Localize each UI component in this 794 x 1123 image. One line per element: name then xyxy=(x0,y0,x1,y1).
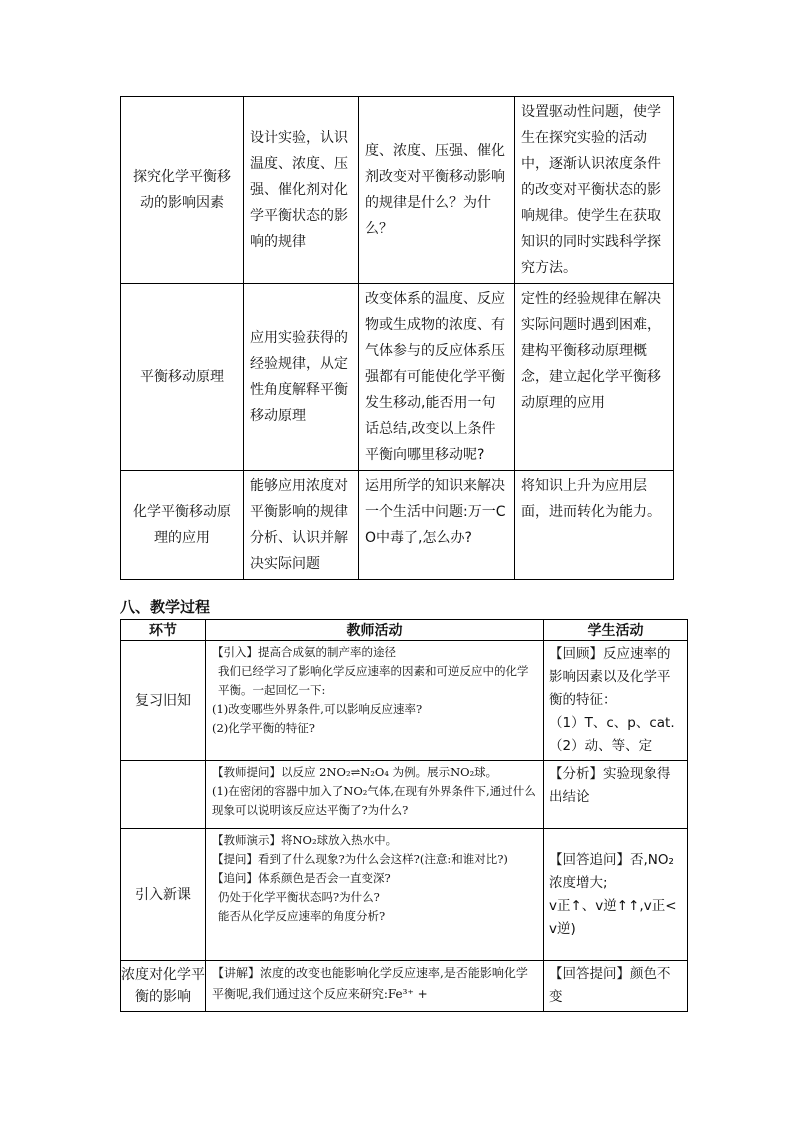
teacher-activity xyxy=(206,829,544,961)
cell-goal: 应用实验获得的经验规律，从定性角度解释平衡移动原理 xyxy=(244,284,359,471)
cell-goal: 设计实验，认识温度、浓度、压强、催化剂对化学平衡状态的影响的规律 xyxy=(244,97,359,284)
text-line: 【引入】提高合成氨的制产率的途径 xyxy=(212,645,396,659)
student-activity: 【回答提问】颜色不变 xyxy=(544,961,688,1012)
text-line: v正↑、v逆↑↑,v正<v逆) xyxy=(549,897,677,937)
table-row xyxy=(121,761,688,829)
student-activity xyxy=(544,829,688,961)
table-row xyxy=(121,829,688,961)
text-line: 【提问】看到了什么现象?为什么会这样?(注意:和谁对比?) xyxy=(212,852,508,866)
cell-question: 运用所学的知识来解决一个生活中问题:万一CO中毒了,怎么办? xyxy=(359,471,515,580)
learning-objectives-table xyxy=(120,96,674,580)
text-line: （2）动、等、定 xyxy=(549,738,653,754)
text-line: 【回顾】反应速率的影响因素以及化学平衡的特征： xyxy=(549,646,671,708)
cell-intent: 将知识上升为应用层面，进而转化为能力。 xyxy=(515,471,674,580)
text-line: 【分析】实验现象得出结论 xyxy=(549,766,671,805)
cell-topic: 探究化学平衡移动的影响因素 xyxy=(121,97,244,284)
text-line: 【教师演示】将NO₂球放入热水中。 xyxy=(212,833,398,847)
teacher-activity xyxy=(206,761,544,829)
text-line: （1）T、c、p、cat. xyxy=(549,715,675,731)
text-line: (2)化学平衡的特征? xyxy=(212,721,315,735)
cell-topic: 平衡移动原理 xyxy=(121,284,244,471)
header-student: 学生活动 xyxy=(544,620,688,641)
segment-intro: 引入新课 xyxy=(121,829,206,961)
student-activity xyxy=(544,761,688,829)
text-line: 仍处于化学平衡状态吗?为什么? xyxy=(218,890,380,904)
teacher-activity: 【讲解】浓度的改变也能影响化学反应速率,是否能影响化学平衡呢,我们通过这个反应来研究:Fe³⁺ + xyxy=(206,961,544,1012)
text-line: 【回答追问】否,NO₂浓度增大; xyxy=(549,851,674,891)
text-line: 【追问】体系颜色是否会一直变深? xyxy=(212,871,391,885)
text-line: 能否从化学反应速率的角度分析? xyxy=(218,909,386,923)
header-segment: 环节 xyxy=(121,620,206,641)
text-line: 我们已经学习了影响化学反应速率的因素和可逆反应中的化学平衡。一起回忆一下: xyxy=(218,664,529,697)
table-row xyxy=(121,471,674,580)
text-line: (1)在密闭的容器中加入了NO₂气体,在现有外界条件下,通过什么现象可以说明该反应达平衡了?为什么? xyxy=(212,784,536,817)
segment-concentration: 浓度对化学平衡的影响 xyxy=(121,961,206,1012)
cell-topic: 化学平衡移动原理的应用 xyxy=(121,471,244,580)
header-teacher: 教师活动 xyxy=(206,620,544,641)
table-row xyxy=(121,961,688,1012)
text-line: (1)改变哪些外界条件,可以影响反应速率? xyxy=(212,702,423,716)
segment-review: 复习旧知 xyxy=(121,641,206,761)
section-heading: 八、教学过程 xyxy=(120,598,211,616)
text-line: 【教师提问】以反应 2NO₂⇌N₂O₄ 为例。展示NO₂球。 xyxy=(212,765,498,779)
table-row xyxy=(121,284,674,471)
teacher-activity xyxy=(206,641,544,761)
teaching-process-table xyxy=(120,619,688,1012)
cell-intent: 定性的经验规律在解决实际问题时遇到困难，建构平衡移动原理概念，建立起化学平衡移动原理的应用 xyxy=(515,284,674,471)
cell-question: 改变体系的温度、反应物或生成物的浓度、有气体参与的反应体系压强都有可能使化学平衡发生移动,能否用一句话总结,改变以上条件平衡向哪里移动呢? xyxy=(359,284,515,471)
cell-intent: 设置驱动性问题，使学生在探究实验的活动中，逐渐认识浓度条件的改变对平衡状态的影响规律。使学生在获取知识的同时实践科学探究方法。 xyxy=(515,97,674,284)
table-row xyxy=(121,641,688,761)
table-header-row xyxy=(121,620,688,641)
cell-question: 度、浓度、压强、催化剂改变对平衡移动影响的规律是什么？为什么？ xyxy=(359,97,515,284)
cell-goal: 能够应用浓度对平衡影响的规律分析、认识并解决实际问题 xyxy=(244,471,359,580)
table-row xyxy=(121,97,674,284)
student-activity xyxy=(544,641,688,761)
